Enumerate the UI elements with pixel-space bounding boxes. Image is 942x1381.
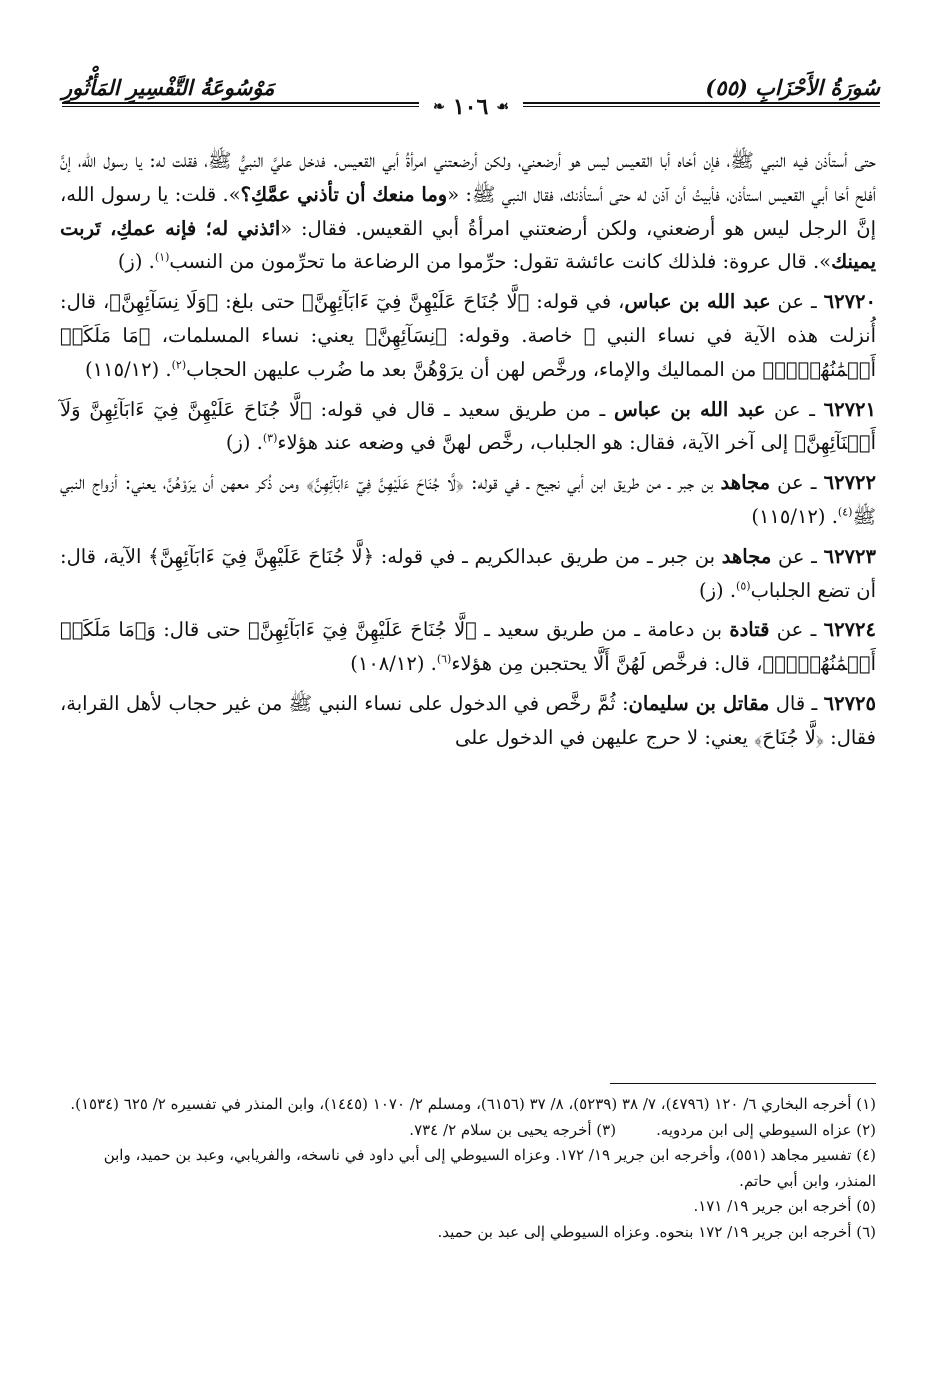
- surah-title: سُورَةُ الأَحْزَابِ (٥٥): [705, 75, 880, 100]
- entry-text: ـ عن: [769, 618, 824, 642]
- entry-number: ٦٢٧٢٥: [823, 691, 876, 715]
- hadith-bold-text: وما منعك أن تأذني عمَّكِ؟: [240, 182, 448, 206]
- hadith-bold-text-2: ائذني له؛ فإنه عمكِ، تَربت يمينك: [60, 216, 876, 274]
- book-title: مَوْسُوعَةُ التَّفْسِيرِ المَأْثُورِ: [62, 75, 275, 100]
- footnote: (٤) تفسير مجاهد (٥٥١)، وأخرجه ابن جرير ١٩/ ١٧٢. وعزاه السيوطي إلى أبي داود في ناسخه، والفريابي، وعبد بن حميد، وابن المنذر، وابن أبي حاتم.: [103, 1146, 876, 1190]
- entry-number: ٦٢٧٢٠: [823, 290, 876, 314]
- entry-tail: . (ز): [699, 578, 737, 602]
- ornament-icon: ❧: [433, 99, 445, 115]
- entry: [60, 285, 876, 386]
- entry-source: عبد الله بن عباس: [624, 290, 771, 314]
- intro-tail: . (ز): [117, 250, 155, 274]
- entry-source: قتادة: [729, 618, 770, 642]
- entry-number: ٦٢٧٢٤: [823, 618, 876, 642]
- footnote-ref: (٣): [262, 431, 278, 445]
- footnote: (٣) أخرجه يحيى بن سلام ٢/ ٧٣٤.: [409, 1120, 617, 1139]
- intro-text-2: ». قلت: يا رسول الله، إنَّ الرجل ليس هو أرضعني، ولكن أرضعتني امرأةُ أبي القعيس. فقال: «: [60, 182, 876, 240]
- entry-text: ـ عن: [770, 290, 824, 314]
- entry: [60, 393, 876, 461]
- entry-text: ـ من طريق سعيد ـ قال في قوله: ﴿لَّا جُنَاحَ عَلَيْهِنَّ فِيٓ ءَابَآئِهِنَّ وَلَآ أَبۡنَآئِهِنَّ﴾ إلى آخر الآية، فقال: هو الجلباب، رخَّص لهنَّ في وضعه عند هؤلاء: [60, 397, 876, 455]
- page-number: ١٠٦: [452, 94, 489, 120]
- entry-text: ـ قال: [769, 691, 824, 715]
- entry-number: ٦٢٧٢١: [823, 397, 877, 421]
- entry-text: بن دعامة ـ من طريق سعيد ـ ﴿لَّا جُنَاحَ عَلَيْهِنَّ فِيٓ ءَابَآئِهِنَّ﴾ حتى قال: وَ﴿مَا مَلَكَتۡ أَيۡمَٰنُهُنَّۗ﴾، قال: فرخَّص لَهُنَّ أَلَّا يحتجبن مِن هؤلاء: [60, 618, 876, 676]
- footnote-ref: (٢): [171, 358, 187, 372]
- footnote: (٦) أخرجه ابن جرير ١٩/ ١٧٢ بنحوه. وعزاه السيوطي إلى عبد بن حميد.: [437, 1222, 876, 1241]
- ornament-icon: ☙: [496, 99, 509, 115]
- entry-text: بن جبر ـ من طريق ابن أبي نجيح ـ في قوله: ﴿لَّا جُنَاحَ عَلَيْهِنَّ فِيٓ ءَابَآئِهِنَّ﴾ ومن ذُكر معهن أن يرَوْهُنَّ، يعني: أزواج النبي ﷺ: [60, 471, 876, 528]
- entry-text: ـ عن: [765, 397, 824, 421]
- entry-source: مجاهد: [720, 471, 771, 495]
- footnote-ref: (٥): [736, 579, 751, 593]
- footnote-ref: (٦): [436, 652, 452, 666]
- intro-paragraph: [60, 144, 876, 279]
- entry-text: ـ عن: [770, 471, 824, 495]
- entry-text: ـ عن: [771, 544, 824, 568]
- entry-source: مقاتل بن سليمان: [628, 691, 770, 715]
- entry-tail: . (ز): [225, 431, 263, 455]
- entry-tail: . (١١٥/١٢): [751, 504, 838, 528]
- entry-text: : ثُمَّ رخَّص في الدخول على نساء النبي ﷺ من غير حجاب لأهل القرابة، فقال: ﴿لَّا جُنَاحَ﴾ يعني: لا حرج عليهن في الدخول على: [60, 691, 876, 749]
- entry: [60, 613, 876, 681]
- entry-number: ٦٢٧٢٣: [823, 544, 876, 568]
- footnote: (١) أخرجه البخاري ٦/ ١٢٠ (٤٧٩٦)، ٧/ ٣٨ (٥٢٣٩)، ٨/ ٣٧ (٦١٥٦)، ومسلم ٢/ ١٠٧٠ (١٤٤٥)، وابن المنذر في تفسيره ٢/ ٦٢٥ (١٥٣٤).: [70, 1095, 876, 1113]
- main-text: [60, 144, 876, 761]
- intro-text-3: ». قال عروة: فلذلك كانت عائشة تقول: حرِّموا من الرضاعة ما تحرِّمون من النسب: [169, 250, 832, 274]
- entry-source: عبد الله بن عباس: [613, 397, 766, 421]
- page-number-group: [419, 94, 523, 120]
- footnote-row: [62, 1118, 876, 1144]
- entry: [60, 687, 876, 755]
- entry-text: بن جبر ـ من طريق عبدالكريم ـ في قوله: ﴿لَّا جُنَاحَ عَلَيْهِنَّ فِيٓ ءَابَآئِهِنَّ﴾ الآية، قال: أن تضع الجلباب: [60, 544, 876, 602]
- entry: [60, 466, 876, 534]
- footnote-rule: [610, 1083, 876, 1084]
- footnote-ref: (١): [154, 250, 170, 264]
- footnotes: [62, 1092, 876, 1245]
- page-number-row: [62, 92, 880, 122]
- intro-text: حتى أستأذن فيه النبي ﷺ، فإن أخاه أبا القعيس ليس هو أرضعني، ولكن أرضعتني امرأةُ أبي القعيس. فدخل عليَّ النبيُّ ﷺ، فقلت له: يا رسول الله، إنَّ أفلح أخا أبي القعيس استأذن، فأبيتُ أن آذن له حتى أستأذنك، فقال النبي ﷺ: «: [60, 149, 876, 206]
- entry-tail: . (١٠٨/١٢): [350, 652, 437, 676]
- entry-text: ، في قوله: ﴿لَّا جُنَاحَ عَلَيْهِنَّ فِيٓ ءَابَآئِهِنَّ﴾ حتى بلغ: ﴿وَلَا نِسَآئِهِنَّ﴾، قال: أُنزلت هذه الآية في نساء النبي ﷺ خاصة. وقوله: ﴿نِسَآئِهِنَّ﴾ يعني: نساء المسلمات، ﴿مَا مَلَكَتۡ أَيۡمَٰنُهُنَّۗ﴾ من المماليك والإماء، ورخَّص لهن أن يرَوْهُنَّ بعد ما ضُرب عليهن الحجاب: [60, 290, 876, 381]
- entry-source: مجاهد: [721, 544, 772, 568]
- footnote: (٢) عزاه السيوطي إلى ابن مردويه.: [656, 1120, 876, 1139]
- entry-number: ٦٢٧٢٢: [823, 471, 877, 495]
- footnote: (٥) أخرجه ابن جرير ١٩/ ١٧١.: [693, 1197, 876, 1215]
- entry: [60, 540, 876, 608]
- footnote-ref: (٤): [837, 505, 853, 519]
- entry-tail: . (١١٥/١٢): [85, 357, 172, 381]
